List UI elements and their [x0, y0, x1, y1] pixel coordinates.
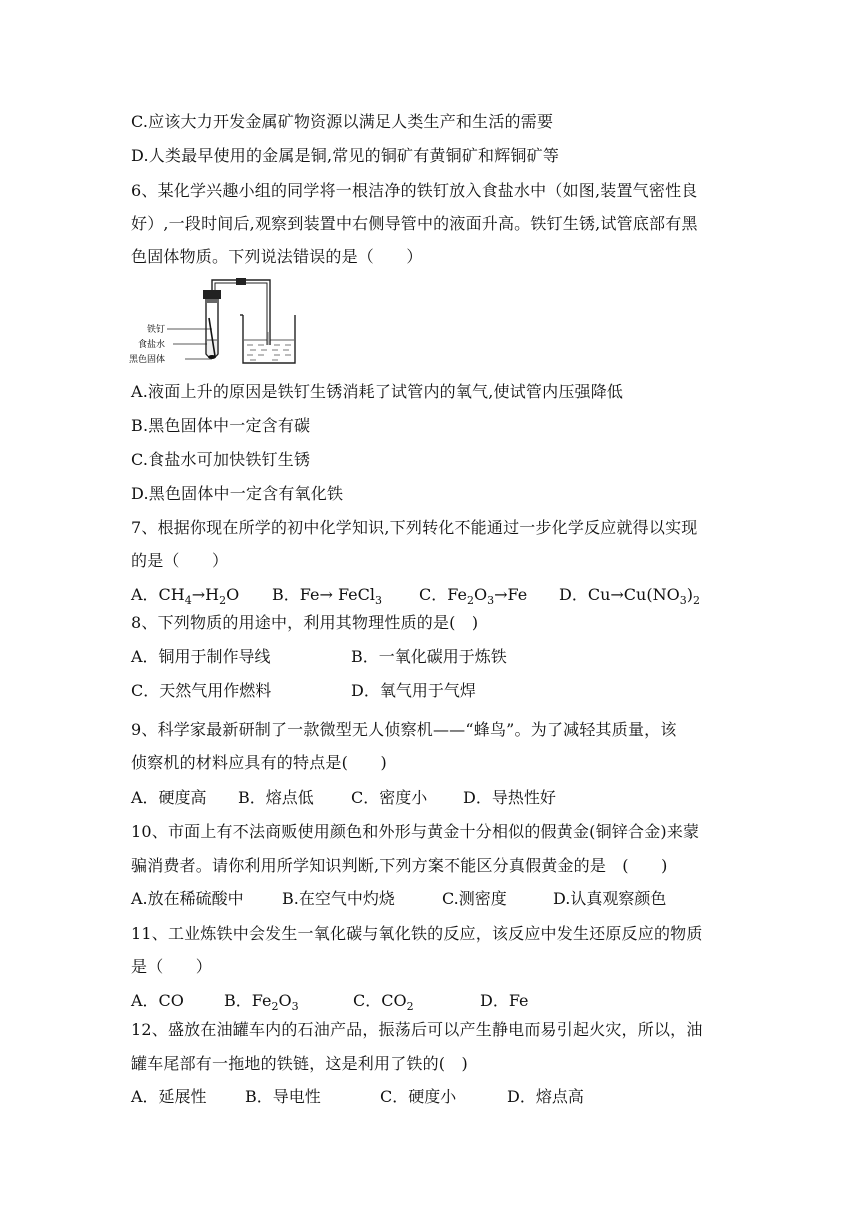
question-8-text: 8、下列物质的用途中，利用其物理性质的是( ): [131, 613, 479, 632]
question-12-text: 罐车尾部有一拖地的铁链，这是利用了铁的( ): [131, 1054, 468, 1073]
figure-label-nail: 铁钉: [146, 325, 165, 335]
option-A: A.放在稀硫酸中: [131, 889, 244, 908]
figure-label-black-solid: 黑色固体: [128, 355, 165, 365]
question-12-text: 12、盛放在油罐车内的石油产品，振荡后可以产生静电而易引起火灾，所以，油: [131, 1020, 703, 1039]
question-7-text: 的是（ ）: [131, 551, 229, 570]
option-A: A．延展性: [131, 1087, 207, 1106]
option-A: A．CO: [131, 991, 184, 1010]
option-D: D.黑色固体中一定含有氧化铁: [131, 484, 344, 503]
option-C: C.测密度: [442, 889, 507, 908]
option-B: B.在空气中灼烧: [282, 889, 395, 908]
option-line: C.应该大力开发金属矿物资源以满足人类生产和生活的需要: [131, 112, 554, 131]
question-11-text: 是（ ）: [131, 957, 213, 976]
question-9-text: 侦察机的材料应具有的特点是( ): [131, 753, 387, 772]
option-C: C．$Fe_2O_3\to Fe$: [419, 585, 528, 608]
option-B: B．Fe→ FeCl$_3$: [272, 585, 383, 608]
option-B: B．一氧化碳用于炼铁: [351, 647, 507, 666]
option-line: D.人类最早使用的金属是铜,常见的铜矿有黄铜矿和辉铜矿等: [131, 146, 560, 165]
option-B: B．熔点低: [238, 788, 314, 807]
question-11-text: 11、工业炼铁中会发生一氧化碳与氧化铁的反应，该反应中发生还原反应的物质: [131, 924, 703, 943]
option-B: B．导电性: [245, 1087, 321, 1106]
delivery-tube: [212, 280, 270, 345]
experiment-figure: [128, 270, 300, 370]
option-C: C．天然气用作燃料: [131, 681, 272, 700]
question-10-text: 骗消费者。请你利用所学知识判断,下列方案不能区分真假黄金的是 ( ): [131, 856, 668, 875]
option-A: A．铜用于制作导线: [131, 647, 271, 666]
question-9-text: 9、科学家最新研制了一款微型无人侦察机——“蜂鸟”。为了减轻其质量，该: [131, 720, 677, 739]
option-C: C.食盐水可加快铁钉生锈: [131, 450, 311, 469]
option-B: B.黑色固体中一定含有碳: [131, 416, 311, 435]
option-A: A．$CH_4\to H_2O$: [131, 585, 240, 608]
question-10-text: 10、市面上有不法商贩使用颜色和外形与黄金十分相似的假黄金(铜锌合金)来蒙: [131, 822, 700, 841]
question-6-text: 色固体物质。下列说法错误的是（ ）: [131, 247, 423, 266]
option-C: C．硬度小: [380, 1087, 457, 1106]
question-7-text: 7、根据你现在所学的初中化学知识,下列转化不能通过一步化学反应就得以实现: [131, 518, 698, 537]
option-A: A.液面上升的原因是铁钉生锈消耗了试管内的氧气,使试管内压强降低: [131, 382, 624, 401]
option-D: D．氧气用于气焊: [351, 681, 476, 700]
option-D: D．导热性好: [463, 788, 556, 807]
option-D: D．$Cu\to Cu(NO_3)_2$: [559, 585, 700, 608]
option-C: C．$CO_2$: [353, 991, 414, 1014]
option-D: D.认真观察颜色: [553, 889, 667, 908]
option-A: A．硬度高: [131, 788, 207, 807]
option-D: D．熔点高: [507, 1087, 584, 1106]
stopper: [203, 290, 221, 299]
option-C: C．密度小: [351, 788, 428, 807]
question-6-text: 6、某化学兴趣小组的同学将一根洁净的铁钉放入食盐水中（如图,装置气密性良: [131, 181, 698, 200]
option-B: B．$Fe_2O_3$: [224, 991, 299, 1014]
question-6-text: 好）,一段时间后,观察到装置中右侧导管中的液面升高。铁钉生锈,试管底部有黑: [131, 214, 698, 233]
figure-label-salt-water: 食盐水: [137, 340, 165, 350]
option-D: D．Fe: [480, 991, 529, 1010]
